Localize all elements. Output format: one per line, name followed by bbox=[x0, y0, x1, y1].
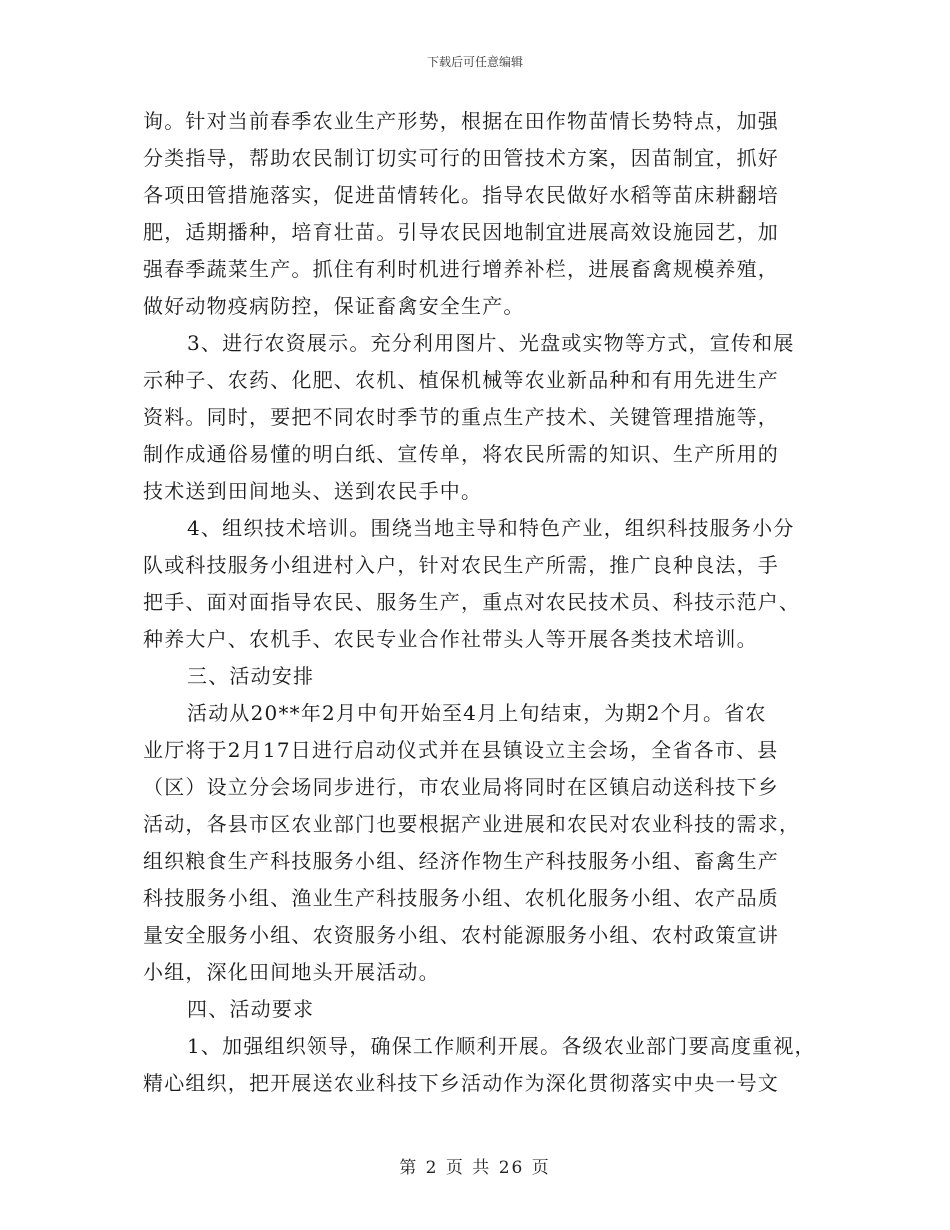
page-header: 下载后可任意编辑 bbox=[426, 55, 523, 69]
text-line: 活动，各县市区农业部门也要根据产业进展和农民对农业科技的需求， bbox=[143, 812, 801, 836]
text-line: 精心组织，把开展送农业科技下乡活动作为深化贯彻落实中央一号文 bbox=[143, 1071, 779, 1095]
paragraph-start-line: 1、加强组织领导，确保工作顺利开展。各级农业部门要高度重视， bbox=[187, 1034, 816, 1058]
text-line: 业厅将于2月17日进行启动仪式并在县镇设立主会场，全省各市、县 bbox=[143, 738, 779, 762]
text-line: 种养大户、农机手、农民专业合作社带头人等开展各类技术培训。 bbox=[143, 627, 758, 651]
text-line: 各项田管措施落实，促进苗情转化。指导农民做好水稻等苗床耕翻培 bbox=[143, 183, 779, 207]
section-heading: 三、活动安排 bbox=[187, 664, 315, 688]
text-line: 技术送到田间地头、送到农民手中。 bbox=[143, 479, 483, 503]
text-line: 制作成通俗易懂的明白纸、宣传单，将农民所需的知识、生产所用的 bbox=[143, 442, 779, 466]
paragraph-start-line: 4、组织技术培训。围绕当地主导和特色产业，组织科技服务小分 bbox=[187, 516, 795, 540]
document-body bbox=[143, 103, 816, 1102]
text-line: 示种子、农药、化肥、农机、植保机械等农业新品种和有用先进生产 bbox=[143, 368, 779, 392]
text-line: 队或科技服务小组进村入户，针对农民生产所需，推广良种良法，手 bbox=[143, 553, 779, 577]
text-line: 把手、面对面指导农民、服务生产，重点对农民技术员、科技示范户、 bbox=[143, 590, 801, 614]
text-line: 肥，适期播种，培育壮苗。引导农民因地制宜进展高效设施园艺，加 bbox=[143, 220, 779, 244]
paragraph-start-line: 3、进行农资展示。充分利用图片、光盘或实物等方式，宣传和展 bbox=[187, 331, 795, 355]
text-line: 分类指导，帮助农民制订切实可行的田管技术方案，因苗制宜，抓好 bbox=[143, 146, 779, 170]
section-heading: 四、活动要求 bbox=[187, 997, 315, 1021]
text-line: 询。针对当前春季农业生产形势，根据在田作物苗情长势特点，加强 bbox=[143, 109, 779, 133]
paragraph-start-line: 活动从20**年2月中旬开始至4月上旬结束，为期2个月。省农 bbox=[187, 701, 767, 725]
text-line: 做好动物疫病防控，保证畜禽安全生产。 bbox=[143, 294, 525, 318]
text-line: 量安全服务小组、农资服务小组、农村能源服务小组、农村政策宣讲 bbox=[143, 923, 779, 947]
text-line: 小组，深化田间地头开展活动。 bbox=[143, 960, 440, 984]
page-number-footer: 第 2 页 共 26 页 bbox=[399, 1158, 551, 1178]
text-line: 科技服务小组、渔业生产科技服务小组、农机化服务小组、农产品质 bbox=[143, 886, 779, 910]
text-line: 资料。同时，要把不同农时季节的重点生产技术、关键管理措施等， bbox=[143, 405, 779, 429]
text-line: （区）设立分会场同步进行，市农业局将同时在区镇启动送科技下乡 bbox=[143, 775, 779, 799]
text-line: 强春季蔬菜生产。抓住有利时机进行增养补栏，进展畜禽规模养殖， bbox=[143, 257, 779, 281]
text-line: 组织粮食生产科技服务小组、经济作物生产科技服务小组、畜禽生产 bbox=[143, 849, 779, 873]
